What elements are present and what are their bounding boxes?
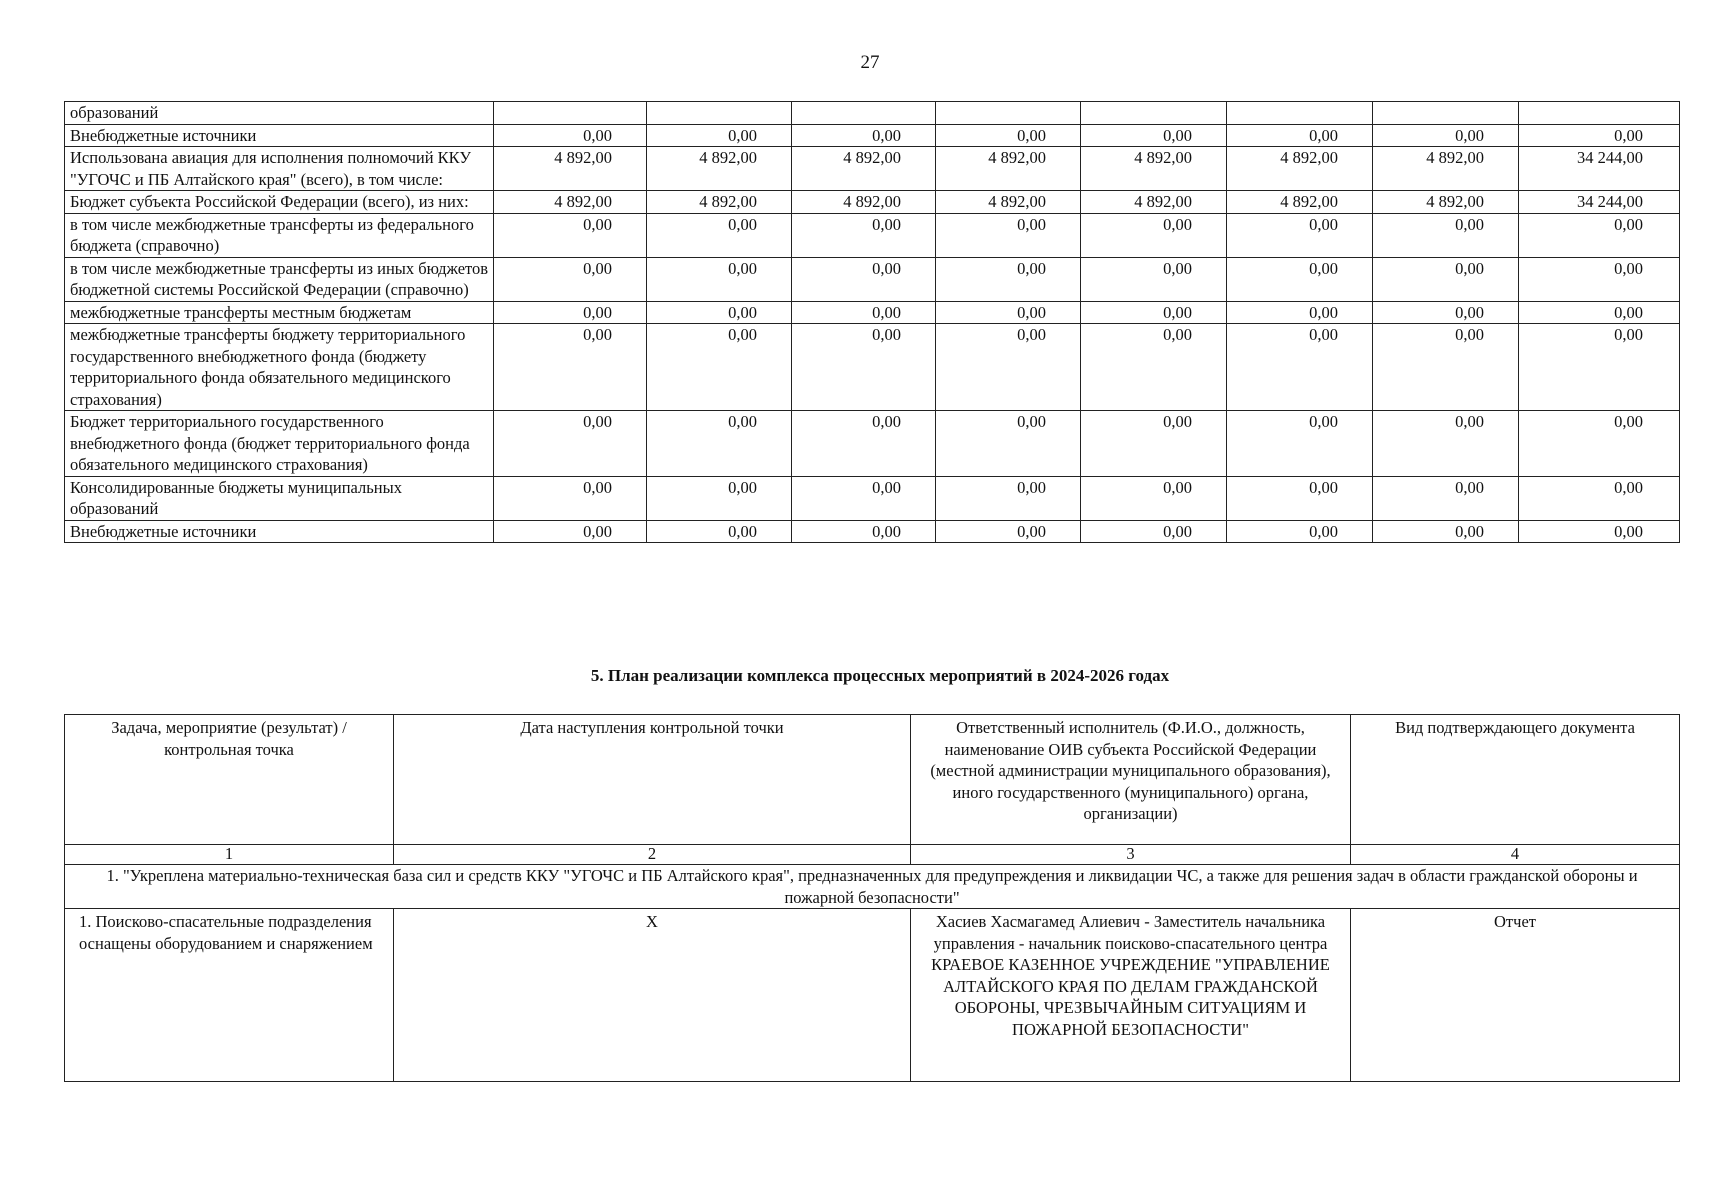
finance-row xyxy=(65,191,1680,214)
year-value-cell: 0,00 xyxy=(494,257,647,301)
column-number: 2 xyxy=(394,845,911,865)
year-value-cell: 0,00 xyxy=(1227,476,1373,520)
year-value-cell: 0,00 xyxy=(1081,213,1227,257)
row-label: Бюджет территориального государственного внебюджетного фонда (бюджет территориального фонда обязательного медицинского страхования) xyxy=(65,411,494,477)
plan-header-row xyxy=(65,715,1680,845)
year-value-cell: 0,00 xyxy=(792,324,936,411)
total-value-cell: 0,00 xyxy=(1519,124,1680,147)
year-value-cell: 0,00 xyxy=(936,476,1081,520)
year-value-cell xyxy=(1227,102,1373,125)
year-value-cell: 0,00 xyxy=(1373,324,1519,411)
finance-row xyxy=(65,411,1680,477)
row-label: Внебюджетные источники xyxy=(65,124,494,147)
year-value-cell: 0,00 xyxy=(494,411,647,477)
plan-task-row xyxy=(65,865,1680,909)
total-value-cell: 0,00 xyxy=(1519,411,1680,477)
year-value-cell: 0,00 xyxy=(494,476,647,520)
year-value-cell: 0,00 xyxy=(647,476,792,520)
event-document: Отчет xyxy=(1351,909,1680,1082)
row-label: межбюджетные трансферты бюджету территориального государственного внебюджетного фонда (бюджету территориального фонда обязательного медицинского страхования) xyxy=(65,324,494,411)
event-name: 1. Поисково-спасательные подразделения оснащены оборудованием и снаряжением xyxy=(65,909,394,1082)
year-value-cell: 0,00 xyxy=(1227,124,1373,147)
page-number: 27 xyxy=(860,52,880,73)
total-value-cell: 0,00 xyxy=(1519,213,1680,257)
year-value-cell: 0,00 xyxy=(1081,301,1227,324)
row-label: Внебюджетные источники xyxy=(65,520,494,543)
year-value-cell: 0,00 xyxy=(494,324,647,411)
year-value-cell xyxy=(792,102,936,125)
year-value-cell: 0,00 xyxy=(1081,124,1227,147)
year-value-cell: 0,00 xyxy=(1081,520,1227,543)
header-responsible: Ответственный исполнитель (Ф.И.О., должность, наименование ОИВ субъекта Российской Федерации (местной администрации муниципального образования), иного государственного (муниципального) органа, организации) xyxy=(911,715,1351,845)
year-value-cell: 4 892,00 xyxy=(647,147,792,191)
total-value-cell: 0,00 xyxy=(1519,301,1680,324)
year-value-cell: 0,00 xyxy=(1227,411,1373,477)
year-value-cell xyxy=(494,102,647,125)
column-number: 4 xyxy=(1351,845,1680,865)
year-value-cell: 0,00 xyxy=(647,520,792,543)
year-value-cell: 0,00 xyxy=(1227,301,1373,324)
finance-row xyxy=(65,476,1680,520)
row-label: Консолидированные бюджеты муниципальных образований xyxy=(65,476,494,520)
year-value-cell: 0,00 xyxy=(792,213,936,257)
year-value-cell: 4 892,00 xyxy=(494,191,647,214)
year-value-cell: 4 892,00 xyxy=(1227,191,1373,214)
total-value-cell xyxy=(1519,102,1680,125)
year-value-cell: 0,00 xyxy=(1373,124,1519,147)
year-value-cell: 0,00 xyxy=(1373,257,1519,301)
year-value-cell: 4 892,00 xyxy=(1227,147,1373,191)
year-value-cell: 4 892,00 xyxy=(792,147,936,191)
year-value-cell: 0,00 xyxy=(1373,411,1519,477)
year-value-cell: 0,00 xyxy=(936,257,1081,301)
responsible-organization: КРАЕВОЕ КАЗЕННОЕ УЧРЕЖДЕНИЕ "УПРАВЛЕНИЕ АЛТАЙСКОГО КРАЯ ПО ДЕЛАМ ГРАЖДАНСКОЙ ОБОРОНЫ, ЧРЕЗВЫЧАЙНЫМ СИТУАЦИЯМ И ПОЖАРНОЙ БЕЗОПАСНОСТИ" xyxy=(931,955,1330,1039)
header-document: Вид подтверждающего документа xyxy=(1351,715,1680,845)
year-value-cell: 4 892,00 xyxy=(1081,191,1227,214)
year-value-cell: 0,00 xyxy=(647,213,792,257)
year-value-cell: 4 892,00 xyxy=(494,147,647,191)
year-value-cell: 4 892,00 xyxy=(1373,147,1519,191)
header-date: Дата наступления контрольной точки xyxy=(394,715,911,845)
column-number: 1 xyxy=(65,845,394,865)
year-value-cell: 0,00 xyxy=(1227,520,1373,543)
year-value-cell: 0,00 xyxy=(792,520,936,543)
year-value-cell: 4 892,00 xyxy=(936,191,1081,214)
year-value-cell: 4 892,00 xyxy=(1081,147,1227,191)
total-value-cell: 0,00 xyxy=(1519,257,1680,301)
total-value-cell: 34 244,00 xyxy=(1519,191,1680,214)
year-value-cell: 0,00 xyxy=(494,124,647,147)
year-value-cell: 0,00 xyxy=(1373,476,1519,520)
year-value-cell: 4 892,00 xyxy=(1373,191,1519,214)
year-value-cell: 0,00 xyxy=(1227,213,1373,257)
finance-table xyxy=(64,101,1680,543)
plan-column-numbers xyxy=(65,845,1680,865)
year-value-cell: 0,00 xyxy=(792,476,936,520)
year-value-cell: 0,00 xyxy=(1373,213,1519,257)
total-value-cell: 0,00 xyxy=(1519,520,1680,543)
year-value-cell: 4 892,00 xyxy=(936,147,1081,191)
year-value-cell xyxy=(1081,102,1227,125)
total-value-cell: 0,00 xyxy=(1519,476,1680,520)
year-value-cell: 4 892,00 xyxy=(647,191,792,214)
year-value-cell: 0,00 xyxy=(1227,324,1373,411)
finance-row xyxy=(65,213,1680,257)
finance-row xyxy=(65,147,1680,191)
year-value-cell: 0,00 xyxy=(936,124,1081,147)
event-responsible xyxy=(911,909,1351,1082)
year-value-cell: 0,00 xyxy=(647,324,792,411)
year-value-cell: 0,00 xyxy=(792,124,936,147)
year-value-cell: 0,00 xyxy=(936,301,1081,324)
header-task: Задача, мероприятие (результат) / контрольная точка xyxy=(65,715,394,845)
year-value-cell: 0,00 xyxy=(647,411,792,477)
year-value-cell: 0,00 xyxy=(792,411,936,477)
event-date: X xyxy=(394,909,911,1082)
column-number: 3 xyxy=(911,845,1351,865)
row-label: образований xyxy=(65,102,494,125)
year-value-cell: 0,00 xyxy=(792,257,936,301)
year-value-cell: 0,00 xyxy=(494,213,647,257)
row-label: Бюджет субъекта Российской Федерации (всего), из них: xyxy=(65,191,494,214)
year-value-cell: 0,00 xyxy=(1227,257,1373,301)
year-value-cell: 0,00 xyxy=(647,257,792,301)
plan-table xyxy=(64,714,1680,1082)
section-heading: 5. План реализации комплекса процессных мероприятий в 2024-2026 годах xyxy=(590,666,1170,685)
finance-row xyxy=(65,324,1680,411)
finance-row xyxy=(65,124,1680,147)
year-value-cell: 0,00 xyxy=(1081,411,1227,477)
year-value-cell: 0,00 xyxy=(936,520,1081,543)
finance-row xyxy=(65,102,1680,125)
responsible-person: Хасиев Хасмагамед Алиевич - Заместитель начальника управления - начальник поисково-спасательного центра xyxy=(933,912,1328,953)
year-value-cell xyxy=(1373,102,1519,125)
row-label: в том числе межбюджетные трансферты из федерального бюджета (справочно) xyxy=(65,213,494,257)
year-value-cell: 0,00 xyxy=(936,324,1081,411)
plan-event-row xyxy=(65,909,1680,1082)
year-value-cell: 0,00 xyxy=(647,301,792,324)
year-value-cell: 0,00 xyxy=(936,411,1081,477)
year-value-cell xyxy=(647,102,792,125)
year-value-cell: 0,00 xyxy=(647,124,792,147)
year-value-cell: 0,00 xyxy=(792,301,936,324)
year-value-cell: 0,00 xyxy=(494,301,647,324)
year-value-cell: 0,00 xyxy=(1081,324,1227,411)
finance-row xyxy=(65,301,1680,324)
row-label: межбюджетные трансферты местным бюджетам xyxy=(65,301,494,324)
year-value-cell: 0,00 xyxy=(1373,520,1519,543)
year-value-cell: 0,00 xyxy=(1081,476,1227,520)
year-value-cell: 0,00 xyxy=(1081,257,1227,301)
finance-table-body xyxy=(65,102,1680,543)
row-label: в том числе межбюджетные трансферты из иных бюджетов бюджетной системы Российской Федерации (справочно) xyxy=(65,257,494,301)
year-value-cell: 0,00 xyxy=(494,520,647,543)
row-label: Использована авиация для исполнения полномочий ККУ "УГОЧС и ПБ Алтайского края" (всего), в том числе: xyxy=(65,147,494,191)
year-value-cell: 0,00 xyxy=(1373,301,1519,324)
task-title: 1. "Укреплена материально-техническая база сил и средств ККУ "УГОЧС и ПБ Алтайского края", предназначенных для предупреждения и ликвидации ЧС, а также для решения задач в области гражданской обороны и пожарной безопасности" xyxy=(65,865,1680,909)
finance-row xyxy=(65,257,1680,301)
year-value-cell: 4 892,00 xyxy=(792,191,936,214)
total-value-cell: 0,00 xyxy=(1519,324,1680,411)
year-value-cell xyxy=(936,102,1081,125)
total-value-cell: 34 244,00 xyxy=(1519,147,1680,191)
year-value-cell: 0,00 xyxy=(936,213,1081,257)
finance-row xyxy=(65,520,1680,543)
